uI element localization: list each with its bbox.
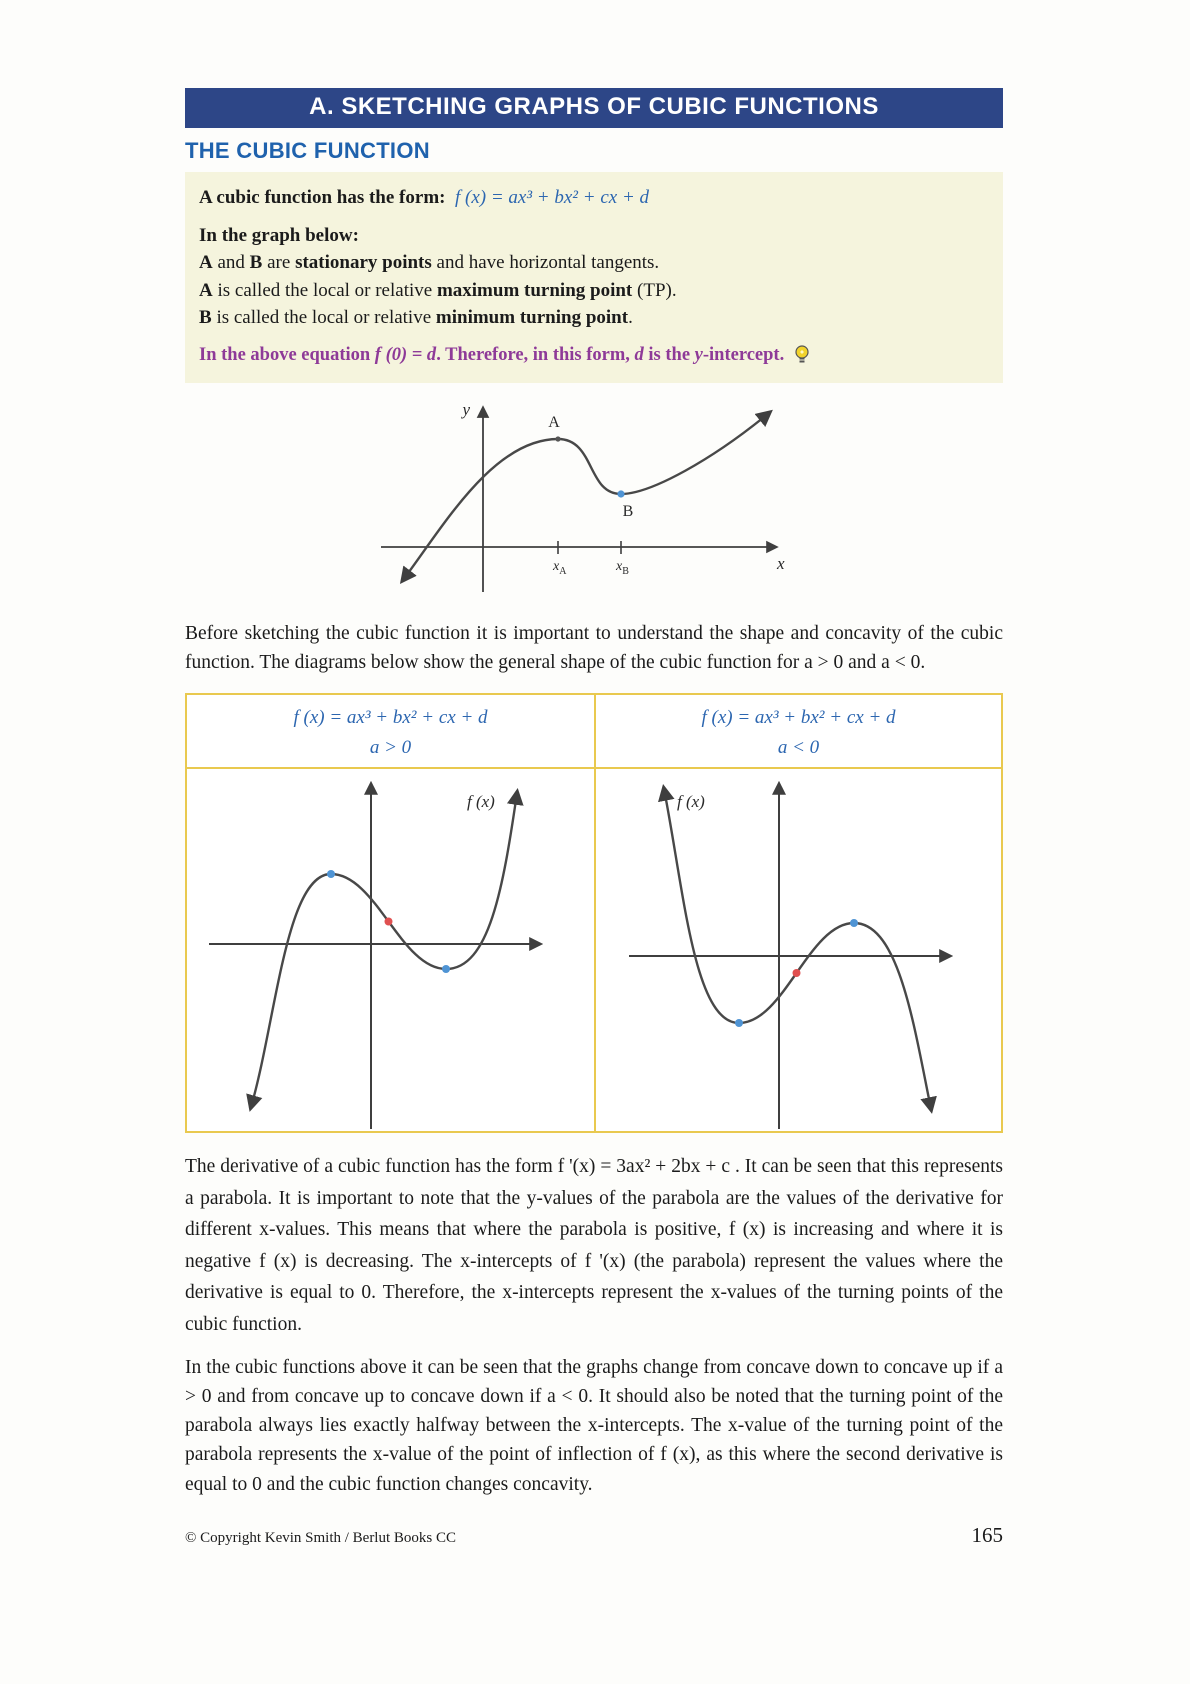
paragraph-derivative: The derivative of a cubic function has the form f '(x) = 3ax² + 2bx + c . It can be seen that this represents a parabola. It is important to note that the y-values of the parabola are the values of the derivative for different x-values. This means that where the parabola is positive, f (x) is increasing and where it is negative f (x) is decreasing. The x-intercepts of f '(x) (the parabola) represent the values where the derivative is equal to 0. Therefore, the x-intercepts represent the x-values of the turning points of the cubic function. — [185, 1156, 1003, 1335]
graph-below-line — [199, 222, 985, 250]
minimum-tp-line — [199, 304, 985, 332]
cubic-curve — [251, 793, 517, 1107]
panel-a-positive-header — [187, 695, 594, 769]
page-number: 165 — [971, 1522, 1003, 1547]
cubic-form-label: A cubic function has the form: — [199, 187, 446, 208]
xa-label: $x_A$ — [553, 558, 567, 577]
panel-condition: a < 0 — [777, 737, 820, 759]
minimum-tp-label: minimum turning point — [435, 307, 629, 329]
text-segment: is called the local or relative — [212, 279, 437, 301]
point-a-dot — [555, 436, 560, 441]
lightbulb-icon — [794, 344, 810, 366]
section-header-title: A. SKETCHING GRAPHS OF CUBIC FUNCTIONS — [309, 93, 879, 120]
cubic-a-negative-svg — [599, 771, 999, 1131]
text-segment: In the above equation — [199, 344, 375, 365]
min-turning-point-dot — [735, 1019, 743, 1027]
text-segment: (TP). — [632, 279, 677, 301]
cubic-curve — [403, 413, 769, 580]
cubic-form-line — [199, 184, 985, 212]
copyright-text: © Copyright Kevin Smith / Berlut Books CC — [185, 1529, 456, 1546]
text-segment: . — [628, 307, 633, 329]
paragraph-shape-concavity: Before sketching the cubic function it is important to understand the shape and concavity of the cubic function. The diagrams below show the general shape of the cubic function for a > 0 and a < 0. — [185, 622, 1003, 673]
inflection-point-dot — [384, 918, 392, 926]
maximum-tp-line — [199, 277, 985, 305]
text-segment: is called the local or relative — [211, 307, 436, 329]
page-footer — [185, 1523, 1003, 1548]
spacer — [445, 187, 455, 208]
cubic-a-positive-svg — [191, 771, 591, 1131]
curve-label: f (x) — [676, 792, 705, 812]
point-a-label: A — [548, 413, 560, 431]
cubic-curve — [664, 789, 931, 1109]
cubic-formula: f (x) = ax³ + bx² + cx + d — [454, 187, 650, 208]
page-content — [185, 88, 1003, 1548]
d-variable: d — [634, 344, 644, 365]
section-header-bar — [185, 88, 1003, 128]
panel-formula: f (x) = ax³ + bx² + cx + d — [293, 707, 488, 729]
point-a-ref: A — [199, 279, 213, 301]
stationary-points-line — [199, 249, 985, 277]
point-a-ref: A — [199, 252, 213, 274]
maximum-tp-label: maximum turning point — [436, 279, 633, 301]
curve-label: f (x) — [466, 792, 495, 812]
point-b-dot — [617, 490, 624, 497]
max-turning-point-dot — [327, 870, 335, 878]
x-axis-label: x — [777, 553, 785, 573]
main-cubic-graph — [373, 397, 1003, 607]
point-b-ref: B — [199, 307, 212, 329]
subsection-title: THE CUBIC FUNCTION — [185, 138, 430, 163]
text-segment: are — [262, 252, 296, 274]
cubic-graph-svg — [373, 397, 803, 602]
y-variable: y — [694, 344, 703, 365]
y-axis-label: y — [462, 399, 470, 419]
panel-a-negative — [594, 695, 1001, 1131]
panel-condition: a > 0 — [369, 737, 412, 759]
inflection-point-dot — [792, 969, 800, 977]
text-segment: -intercept. — [702, 344, 785, 365]
graph-below-label: In the graph below: — [199, 224, 359, 246]
text-segment: and have horizontal tangents. — [431, 252, 660, 274]
min-turning-point-dot — [442, 965, 450, 973]
point-b-ref: B — [249, 252, 263, 274]
max-turning-point-dot — [850, 919, 858, 927]
y-intercept-note — [199, 342, 985, 369]
text-segment: . Therefore, in this form, — [436, 344, 635, 365]
text-segment: is the — [643, 344, 695, 365]
panel-formula: f (x) = ax³ + bx² + cx + d — [701, 707, 896, 729]
text-segment: and — [212, 252, 250, 274]
panel-a-negative-header — [596, 695, 1001, 769]
note-text — [199, 342, 784, 369]
f0-equals-d-formula: f (0) = d — [374, 344, 437, 365]
stationary-points-label: stationary points — [295, 252, 432, 274]
point-b-label: B — [622, 502, 634, 520]
xb-label: $x_B$ — [616, 558, 629, 577]
panel-a-positive — [187, 695, 594, 1131]
paragraph-concavity-change: In the cubic functions above it can be seen that the graphs change from concave down to concave up if a > 0 and from concave up to concave down if a < 0. It should also be noted that the turning point of the parabola always lies exactly halfway between the x-intercepts. The x-value of the turning point of the parabola represents the x-value of the point of inflection of f (x), as this where the second derivative is equal to 0 and the cubic function changes concavity. — [185, 1356, 1003, 1495]
shape-comparison-box — [185, 693, 1003, 1133]
intro-box — [185, 172, 1003, 383]
